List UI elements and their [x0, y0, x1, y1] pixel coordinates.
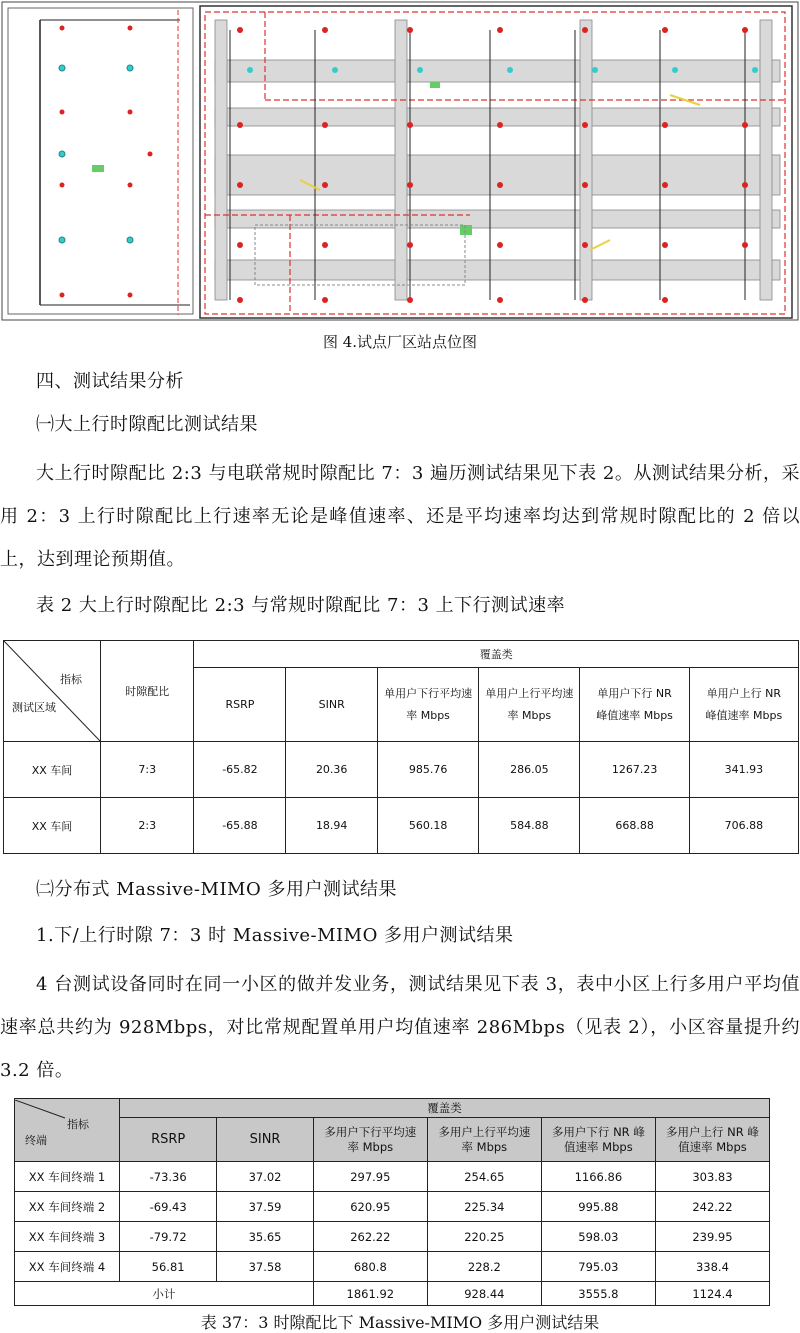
- table-cell: 995.88: [541, 1192, 655, 1222]
- table-cell: 598.03: [541, 1222, 655, 1252]
- table-cell: 228.2: [427, 1252, 541, 1282]
- table-cell: 239.95: [655, 1222, 769, 1252]
- table-cell: 262.22: [313, 1222, 427, 1252]
- table-cell: XX 车间终端 4: [15, 1252, 120, 1282]
- table-cell: 584.88: [479, 798, 580, 854]
- col-header: 多用户下行 NR 峰值速率 Mbps: [541, 1118, 655, 1162]
- table-cell: 286.05: [479, 742, 580, 798]
- paragraph-2: 4 台测试设备同时在同一小区的做并发业务，测试结果见下表 3，表中小区上行多用户平均值速率总共约为 928Mbps，对比常规配置单用户均值速率 286Mbps（见表 2），小区容量提升约 3.2 倍。: [0, 974, 800, 1081]
- diag-header-cell: [15, 1099, 120, 1162]
- col-header: 单用户下行 NR 峰值速率 Mbps: [580, 668, 689, 742]
- diag-bottom-label: 终端: [25, 1134, 47, 1147]
- table-cell: -69.43: [120, 1192, 217, 1222]
- table-cell: 668.88: [580, 798, 689, 854]
- table-cell: XX 车间终端 1: [15, 1162, 120, 1192]
- table-cell: 338.4: [655, 1252, 769, 1282]
- col-header: 多用户下行平均速率 Mbps: [313, 1118, 427, 1162]
- total-cell: 1861.92: [313, 1282, 427, 1306]
- total-cell: 3555.8: [541, 1282, 655, 1306]
- col-header: RSRP: [194, 668, 286, 742]
- table-cell: 20.36: [286, 742, 378, 798]
- table-cell: 37.02: [217, 1162, 314, 1192]
- table-cell: -65.82: [194, 742, 286, 798]
- col-header: SINR: [286, 668, 378, 742]
- table-cell: 303.83: [655, 1162, 769, 1192]
- table-cell: 35.65: [217, 1222, 314, 1252]
- table-cell: 254.65: [427, 1162, 541, 1192]
- table-cell: 795.03: [541, 1252, 655, 1282]
- subsection-2-1-title: 1.下/上行时隙 7：3 时 Massive-MIMO 多用户测试结果: [36, 925, 514, 946]
- total-cell: 1124.4: [655, 1282, 769, 1306]
- ratio-header: 时隙配比: [101, 641, 194, 742]
- col-header: 多用户上行平均速率 Mbps: [427, 1118, 541, 1162]
- table-cell: 37.59: [217, 1192, 314, 1222]
- table-cell: 7:3: [101, 742, 194, 798]
- group-header: 覆盖类: [120, 1099, 770, 1118]
- table-cell: 560.18: [377, 798, 478, 854]
- table-cell: XX 车间: [4, 742, 101, 798]
- table-cell: 680.8: [313, 1252, 427, 1282]
- table2-title: 表 2 大上行时隙配比 2:3 与常规时隙配比 7：3 上下行测试速率: [36, 595, 566, 616]
- table-cell: XX 车间终端 2: [15, 1192, 120, 1222]
- table-cell: XX 车间: [4, 798, 101, 854]
- table-cell: 242.22: [655, 1192, 769, 1222]
- site-floor-plan: [0, 0, 800, 322]
- table-cell: 1166.86: [541, 1162, 655, 1192]
- table-cell: XX 车间终端 3: [15, 1222, 120, 1252]
- table-cell: 37.58: [217, 1252, 314, 1282]
- figure-caption: 图 4.试点厂区站点位图: [322, 333, 478, 351]
- col-header: SINR: [217, 1118, 314, 1162]
- table-cell: -65.88: [194, 798, 286, 854]
- table3-caption: 表 37：3 时隙配比下 Massive-MIMO 多用户测试结果: [200, 1313, 600, 1332]
- table-cell: 985.76: [377, 742, 478, 798]
- table-cell: 225.34: [427, 1192, 541, 1222]
- diag-header-cell: [4, 641, 101, 742]
- total-cell: 928.44: [427, 1282, 541, 1306]
- table-cell: -79.72: [120, 1222, 217, 1252]
- table-cell: 18.94: [286, 798, 378, 854]
- table-cell: 56.81: [120, 1252, 217, 1282]
- diag-top-label: 指标: [60, 673, 82, 686]
- table-cell: 2:3: [101, 798, 194, 854]
- diag-bottom-label: 测试区域: [12, 701, 56, 714]
- col-header: 单用户下行平均速率 Mbps: [377, 668, 478, 742]
- table-cell: 220.25: [427, 1222, 541, 1252]
- paragraph-1: 大上行时隙配比 2:3 与电联常规时隙配比 7：3 遍历测试结果见下表 2。从测试结果分析，采用 2：3 上行时隙配比上行速率无论是峰值速率、还是平均速率均达到常规时隙配比的 2 倍以上，达到理论预期值。: [0, 463, 800, 570]
- table-cell: 620.95: [313, 1192, 427, 1222]
- col-header: RSRP: [120, 1118, 217, 1162]
- total-label: 小计: [15, 1282, 314, 1306]
- table-cell: 1267.23: [580, 742, 689, 798]
- table-cell: -73.36: [120, 1162, 217, 1192]
- col-header: 单用户上行平均速率 Mbps: [479, 668, 580, 742]
- table-3: [14, 1098, 770, 1306]
- table-2: [3, 640, 799, 854]
- subsection-title: ㈠大上行时隙配比测试结果: [36, 414, 258, 435]
- table-cell: 706.88: [689, 798, 798, 854]
- col-header: 多用户上行 NR 峰值速率 Mbps: [655, 1118, 769, 1162]
- col-header: 单用户上行 NR 峰值速率 Mbps: [689, 668, 798, 742]
- section-title: 四、测试结果分析: [36, 371, 184, 392]
- table-cell: 341.93: [689, 742, 798, 798]
- table-cell: 297.95: [313, 1162, 427, 1192]
- diag-top-label: 指标: [67, 1118, 89, 1131]
- subsection-2-title: ㈡分布式 Massive-MIMO 多用户测试结果: [36, 879, 397, 900]
- group-header: 覆盖类: [194, 641, 799, 668]
